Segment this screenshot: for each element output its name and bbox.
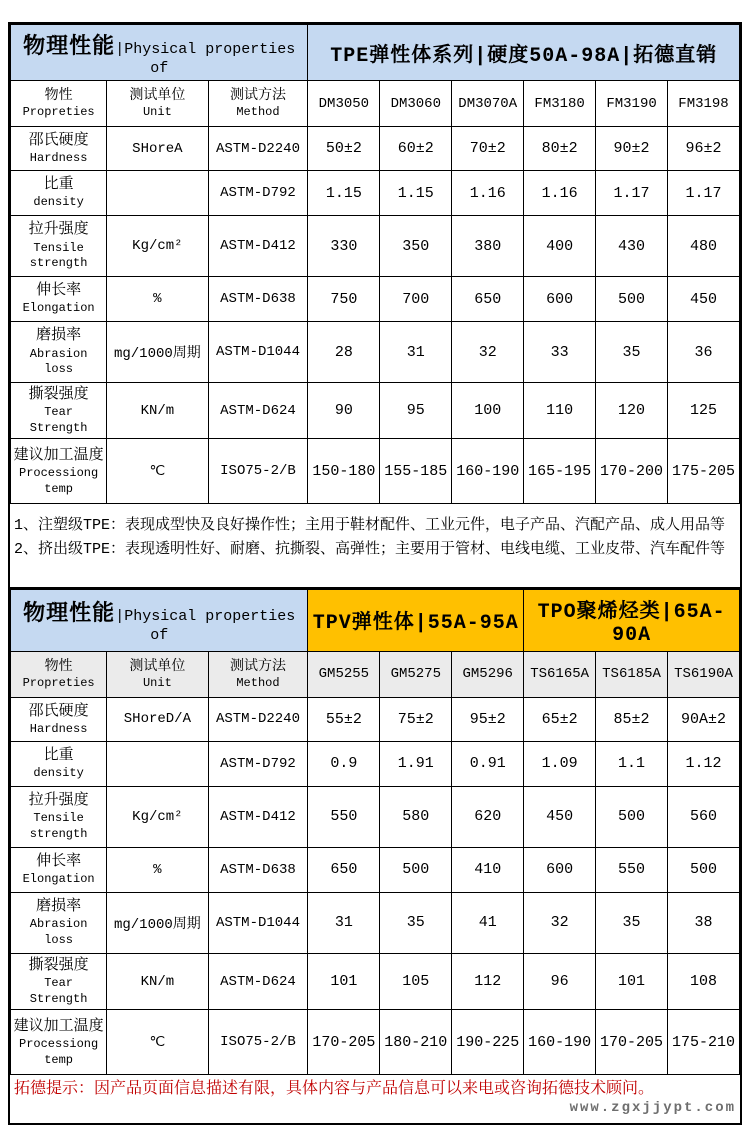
value-cell: 120 (596, 383, 668, 439)
value-cell: 90A±2 (668, 697, 740, 741)
value-cell: 1.09 (524, 741, 596, 786)
value-cell: 60±2 (380, 127, 452, 171)
col-prop-en: Propreties (22, 675, 95, 690)
method-cell: ASTM-D412 (208, 786, 308, 847)
unit-cell: Kg/cm² (107, 786, 208, 847)
value-cell: 350 (380, 216, 452, 277)
property-en: Tear Strength (29, 405, 88, 435)
value-cell: 170-205 (596, 1010, 668, 1075)
value-cell: 165-195 (524, 439, 596, 504)
property-cell (11, 1010, 107, 1075)
property-cell (11, 216, 107, 277)
value-cell: 1.15 (308, 171, 380, 216)
table-row-processing-temp (11, 439, 740, 504)
table-row-elongation (11, 847, 740, 892)
col-method-en: Method (236, 675, 280, 690)
model-header: TS6165A (524, 651, 596, 697)
value-cell: 410 (452, 847, 524, 892)
property-cell (11, 741, 107, 786)
value-cell: 450 (668, 277, 740, 322)
model-header: DM3060 (380, 81, 452, 127)
col-prop-en: Propreties (22, 104, 95, 119)
table-row-density (11, 171, 740, 216)
table2-column-header-row (11, 651, 740, 697)
table2-banner-row (11, 589, 740, 651)
model-header: FM3198 (668, 81, 740, 127)
property-en: Abrasion loss (29, 917, 88, 948)
property-zh: 拉升强度 (28, 221, 89, 239)
property-zh: 邵氏硬度 (28, 131, 89, 149)
value-cell: 380 (452, 216, 524, 277)
property-zh: 比重 (43, 176, 74, 194)
value-cell: 33 (524, 322, 596, 383)
table-row-tensile (11, 216, 740, 277)
value-cell: 550 (596, 847, 668, 892)
value-cell: 38 (668, 892, 740, 953)
method-cell: ASTM-D624 (208, 383, 308, 439)
value-cell: 1.17 (596, 171, 668, 216)
property-zh: 建议加工温度 (13, 1017, 104, 1035)
value-cell: 580 (380, 786, 452, 847)
property-en: density (33, 195, 84, 210)
property-zh: 磨损率 (36, 327, 82, 345)
method-cell: ASTM-D412 (208, 216, 308, 277)
value-cell: 500 (380, 847, 452, 892)
value-cell: 620 (452, 786, 524, 847)
property-en: density (33, 766, 84, 781)
model-header: TS6190A (668, 651, 740, 697)
table2-title-tpo: TPO聚烯烃类|65A-90A (524, 589, 740, 651)
value-cell: 1.15 (380, 171, 452, 216)
property-zh: 磨损率 (36, 898, 82, 916)
col-unit-zh: 测试单位 (129, 87, 186, 104)
col-unit-header (107, 651, 208, 697)
unit-cell: ℃ (107, 439, 208, 504)
unit-cell: KN/m (107, 383, 208, 439)
col-unit-header (107, 81, 208, 127)
tpe-properties-table (10, 24, 740, 504)
value-cell: 85±2 (596, 697, 668, 741)
value-cell: 650 (308, 847, 380, 892)
model-header: GM5255 (308, 651, 380, 697)
value-cell: 500 (596, 786, 668, 847)
model-header: GM5296 (452, 651, 524, 697)
value-cell: 100 (452, 383, 524, 439)
method-cell: ASTM-D638 (208, 847, 308, 892)
table-row-tear (11, 953, 740, 1009)
property-zh: 撕裂强度 (28, 386, 89, 403)
value-cell: 0.9 (308, 741, 380, 786)
value-cell: 35 (380, 892, 452, 953)
table2-title-zh: 物理性能 (23, 602, 116, 628)
value-cell: 35 (596, 322, 668, 383)
value-cell: 0.91 (452, 741, 524, 786)
table-row-density (11, 741, 740, 786)
col-unit-en: Unit (142, 104, 172, 119)
col-prop-header (11, 81, 107, 127)
property-en: Tensile strength (29, 811, 88, 842)
value-cell: 150-180 (308, 439, 380, 504)
value-cell: 90 (308, 383, 380, 439)
value-cell: 175-210 (668, 1010, 740, 1075)
unit-cell: SHoreA (107, 127, 208, 171)
table-row-tear (11, 383, 740, 439)
table-row-tensile (11, 786, 740, 847)
table1-title-left (11, 25, 308, 81)
model-header: DM3070A (452, 81, 524, 127)
property-zh: 拉升强度 (28, 792, 89, 810)
value-cell: 32 (524, 892, 596, 953)
value-cell: 1.91 (380, 741, 452, 786)
method-cell: ASTM-D624 (208, 953, 308, 1009)
value-cell: 75±2 (380, 697, 452, 741)
table1-banner-row (11, 25, 740, 81)
value-cell: 28 (308, 322, 380, 383)
value-cell: 65±2 (524, 697, 596, 741)
property-cell (11, 171, 107, 216)
tpe-grade-notes (10, 504, 740, 589)
property-en: Elongation (22, 301, 95, 316)
property-en: Hardness (29, 721, 88, 736)
value-cell: 330 (308, 216, 380, 277)
property-zh: 建议加工温度 (13, 446, 104, 464)
table-row-elongation (11, 277, 740, 322)
value-cell: 95±2 (452, 697, 524, 741)
property-cell (11, 953, 107, 1009)
property-cell (11, 383, 107, 439)
value-cell: 400 (524, 216, 596, 277)
table-row-abrasion (11, 892, 740, 953)
property-en: Processiong temp (19, 1036, 99, 1067)
property-zh: 邵氏硬度 (28, 702, 89, 720)
col-method-header (208, 81, 308, 127)
property-zh: 伸长率 (36, 853, 82, 871)
col-method-header (208, 651, 308, 697)
unit-cell (107, 171, 208, 216)
method-cell: ASTM-D638 (208, 277, 308, 322)
spec-sheet (8, 22, 742, 1125)
website-watermark: www.zgxjjypt.com (569, 1100, 736, 1117)
method-cell: ASTM-D1044 (208, 322, 308, 383)
model-header: TS6185A (596, 651, 668, 697)
value-cell: 600 (524, 277, 596, 322)
value-cell: 96 (524, 953, 596, 1009)
table2-title-left (11, 589, 308, 651)
unit-cell: SHoreD/A (107, 697, 208, 741)
note-injection-grade: 1、注塑级TPE：表现成型快及良好操作性；主用于鞋材配件、工业元件，电子产品、汽配产品、成人用品等 (14, 517, 726, 535)
property-en: Hardness (29, 150, 88, 165)
value-cell: 1.16 (524, 171, 596, 216)
table1-title-en: |Physical properties of (115, 40, 296, 77)
value-cell: 55±2 (308, 697, 380, 741)
value-cell: 500 (668, 847, 740, 892)
table1-column-header-row (11, 81, 740, 127)
table1-title-zh: 物理性能 (23, 34, 116, 60)
col-method-zh: 测试方法 (229, 658, 286, 675)
value-cell: 105 (380, 953, 452, 1009)
property-zh: 伸长率 (36, 282, 82, 300)
value-cell: 32 (452, 322, 524, 383)
value-cell: 500 (596, 277, 668, 322)
value-cell: 112 (452, 953, 524, 1009)
property-cell (11, 847, 107, 892)
table-row-hardness (11, 697, 740, 741)
method-cell: ASTM-D2240 (208, 697, 308, 741)
value-cell: 36 (668, 322, 740, 383)
table-row-processing-temp (11, 1010, 740, 1075)
value-cell: 550 (308, 786, 380, 847)
value-cell: 600 (524, 847, 596, 892)
method-cell: ASTM-D2240 (208, 127, 308, 171)
unit-cell (107, 741, 208, 786)
value-cell: 101 (596, 953, 668, 1009)
method-cell: ASTM-D1044 (208, 892, 308, 953)
unit-cell: mg/1000周期 (107, 892, 208, 953)
value-cell: 1.16 (452, 171, 524, 216)
property-cell (11, 277, 107, 322)
value-cell: 560 (668, 786, 740, 847)
value-cell: 160-190 (452, 439, 524, 504)
value-cell: 180-210 (380, 1010, 452, 1075)
vendor-warning-text: 拓德提示：因产品页面信息描述有限，具体内容与产品信息可以来电或咨询拓德技术顾问。 (14, 1080, 655, 1099)
col-prop-zh: 物性 (44, 87, 73, 104)
unit-cell: mg/1000周期 (107, 322, 208, 383)
value-cell: 80±2 (524, 127, 596, 171)
value-cell: 50±2 (308, 127, 380, 171)
property-cell (11, 786, 107, 847)
property-en: Tensile strength (29, 240, 88, 271)
col-prop-zh: 物性 (44, 658, 73, 675)
property-zh: 比重 (43, 747, 74, 765)
value-cell: 31 (380, 322, 452, 383)
value-cell: 1.17 (668, 171, 740, 216)
col-method-en: Method (236, 104, 280, 119)
unit-cell: % (107, 847, 208, 892)
value-cell: 175-205 (668, 439, 740, 504)
property-en: Tear Strength (29, 976, 88, 1006)
value-cell: 450 (524, 786, 596, 847)
unit-cell: ℃ (107, 1010, 208, 1075)
value-cell: 430 (596, 216, 668, 277)
property-cell (11, 892, 107, 953)
value-cell: 650 (452, 277, 524, 322)
model-header: FM3180 (524, 81, 596, 127)
value-cell: 41 (452, 892, 524, 953)
method-cell: ASTM-D792 (208, 741, 308, 786)
method-cell: ISO75-2/B (208, 1010, 308, 1075)
value-cell: 155-185 (380, 439, 452, 504)
value-cell: 108 (668, 953, 740, 1009)
method-cell: ASTM-D792 (208, 171, 308, 216)
value-cell: 190-225 (452, 1010, 524, 1075)
value-cell: 160-190 (524, 1010, 596, 1075)
property-cell (11, 439, 107, 504)
property-cell (11, 322, 107, 383)
col-prop-header (11, 651, 107, 697)
value-cell: 480 (668, 216, 740, 277)
value-cell: 1.1 (596, 741, 668, 786)
table-row-abrasion (11, 322, 740, 383)
unit-cell: KN/m (107, 953, 208, 1009)
value-cell: 96±2 (668, 127, 740, 171)
value-cell: 90±2 (596, 127, 668, 171)
model-header: GM5275 (380, 651, 452, 697)
value-cell: 170-200 (596, 439, 668, 504)
unit-cell: % (107, 277, 208, 322)
method-cell: ISO75-2/B (208, 439, 308, 504)
table2-title-en: |Physical properties of (115, 608, 296, 645)
property-cell (11, 127, 107, 171)
property-zh: 撕裂强度 (28, 956, 89, 974)
note-extrusion-grade: 2、挤出级TPE：表现透明性好、耐磨、抗撕裂、高弹性；主要用于管材、电线电缆、工业皮带、汽车配件等 (14, 540, 726, 558)
unit-cell: Kg/cm² (107, 216, 208, 277)
value-cell: 125 (668, 383, 740, 439)
value-cell: 101 (308, 953, 380, 1009)
property-cell (11, 697, 107, 741)
table1-title-right: TPE弹性体系列|硬度50A-98A|拓德直销 (308, 25, 740, 81)
col-unit-zh: 测试单位 (129, 658, 186, 675)
value-cell: 95 (380, 383, 452, 439)
table-row-hardness (11, 127, 740, 171)
value-cell: 1.12 (668, 741, 740, 786)
footer-note (10, 1075, 740, 1123)
model-header: FM3190 (596, 81, 668, 127)
tpv-tpo-properties-table (10, 589, 740, 1075)
property-en: Abrasion loss (29, 346, 88, 377)
col-unit-en: Unit (142, 675, 172, 690)
table2-title-tpv: TPV弹性体|55A-95A (308, 589, 524, 651)
value-cell: 170-205 (308, 1010, 380, 1075)
property-en: Processiong temp (19, 465, 99, 496)
value-cell: 31 (308, 892, 380, 953)
value-cell: 110 (524, 383, 596, 439)
value-cell: 700 (380, 277, 452, 322)
value-cell: 750 (308, 277, 380, 322)
property-en: Elongation (22, 872, 95, 887)
col-method-zh: 测试方法 (229, 87, 286, 104)
value-cell: 70±2 (452, 127, 524, 171)
model-header: DM3050 (308, 81, 380, 127)
value-cell: 35 (596, 892, 668, 953)
